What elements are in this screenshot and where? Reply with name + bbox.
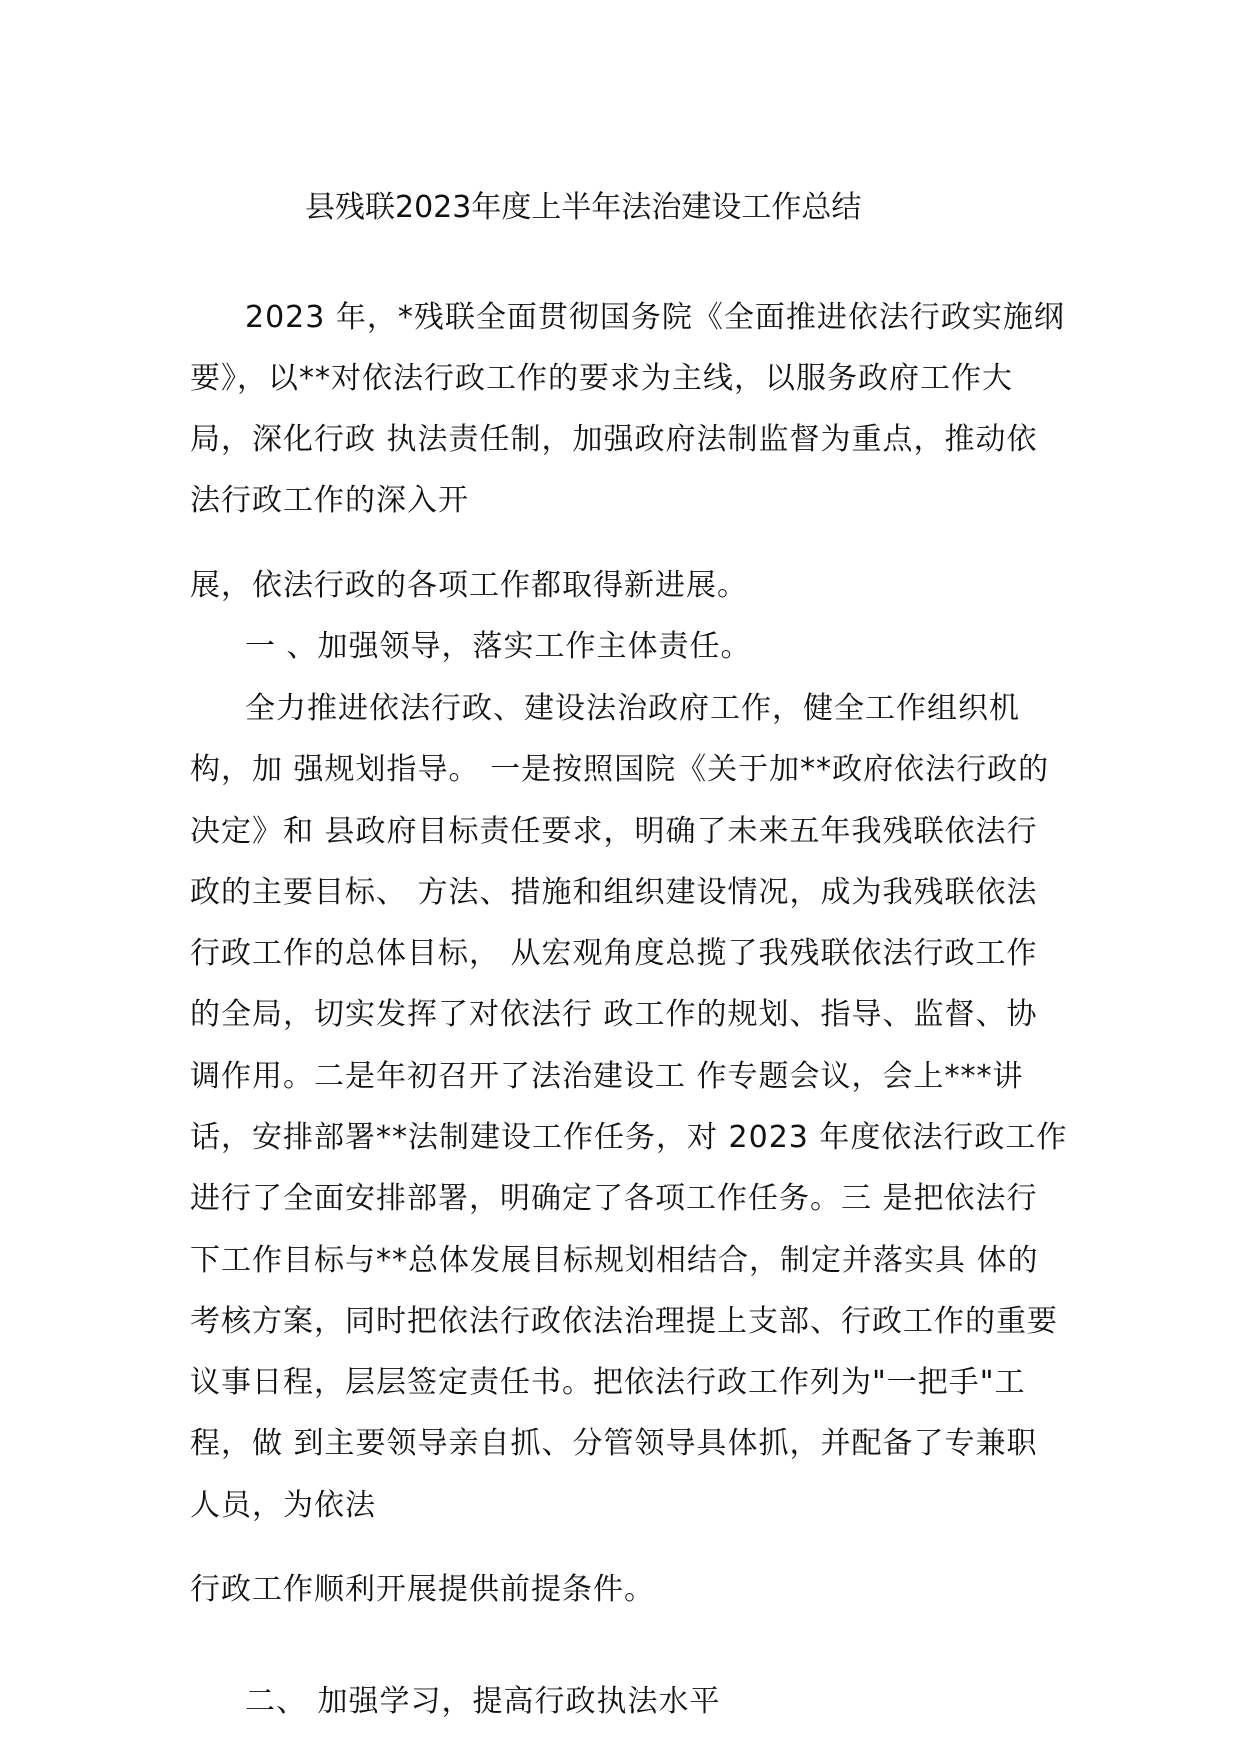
paragraph-2-line-8: 话，安排部署**法制建设工作任务，对 2023 年度依法行政工作 (190, 1120, 1068, 1155)
section-1-heading: 一 、加强领导，落实工作主体责任。 (245, 629, 752, 664)
paragraph-2-line-3: 决定》和 县政府目标责任要求，明确了未来五年我残联依法行 (190, 814, 1038, 849)
paragraph-2-line-14: 人员，为依法 (190, 1488, 376, 1523)
paragraph-2-line-7: 调作用。二是年初召开了法治建设工 作专题会议，会上***讲 (190, 1059, 1024, 1094)
paragraph-2-line-2: 构，加 强规划指导。 一是按照国院《关于加**政府依法行政的 (190, 752, 1050, 787)
document-title: 县残联2023年度上半年法治建设工作总结 (305, 190, 862, 225)
paragraph-2-line-5: 行政工作的总体目标， 从宏观角度总揽了我残联依法行政工作 (190, 936, 1038, 971)
paragraph-1-line-1: 2023 年，*残联全面贯彻国务院《全面推进依法行政实施纲 (245, 300, 1065, 335)
paragraph-1-line-5: 展，依法行政的各项工作都取得新进展。 (190, 568, 748, 603)
paragraph-2-line-13: 程，做 到主要领导亲自抓、分管领导具体抓，并配备了专兼职 (190, 1426, 1038, 1461)
paragraph-2-line-11: 考核方案，同时把依法行政依法治理提上支部、行政工作的重要 (190, 1304, 1058, 1339)
paragraph-1-line-2: 要》，以**对依法行政工作的要求为主线，以服务政府工作大 (190, 361, 1013, 396)
paragraph-2-line-9: 进行了全面安排部署，明确定了各项工作任务。三 是把依法行 (190, 1181, 1038, 1216)
section-2-heading: 二、 加强学习，提高行政执法水平 (245, 1684, 721, 1719)
paragraph-2-line-6: 的全局，切实发挥了对依法行 政工作的规划、指导、监督、协 (190, 997, 1038, 1032)
paragraph-2-line-10: 下工作目标与**总体发展目标规划相结合，制定并落实具 体的 (190, 1243, 1039, 1278)
paragraph-2-line-12: 议事日程，层层签定责任书。把依法行政工作列为"一把手"工 (190, 1365, 1026, 1400)
paragraph-1-line-4: 法行政工作的深入开 (190, 483, 469, 518)
paragraph-2-line-4: 政的主要目标、 方法、措施和组织建设情况，成为我残联依法 (190, 875, 1038, 910)
paragraph-2-line-15: 行政工作顺利开展提供前提条件。 (190, 1572, 655, 1607)
paragraph-1-line-3: 局，深化行政 执法责任制，加强政府法制监督为重点，推动依 (190, 422, 1038, 457)
paragraph-2-line-1: 全力推进依法行政、建设法治政府工作，健全工作组织机 (245, 691, 1020, 726)
